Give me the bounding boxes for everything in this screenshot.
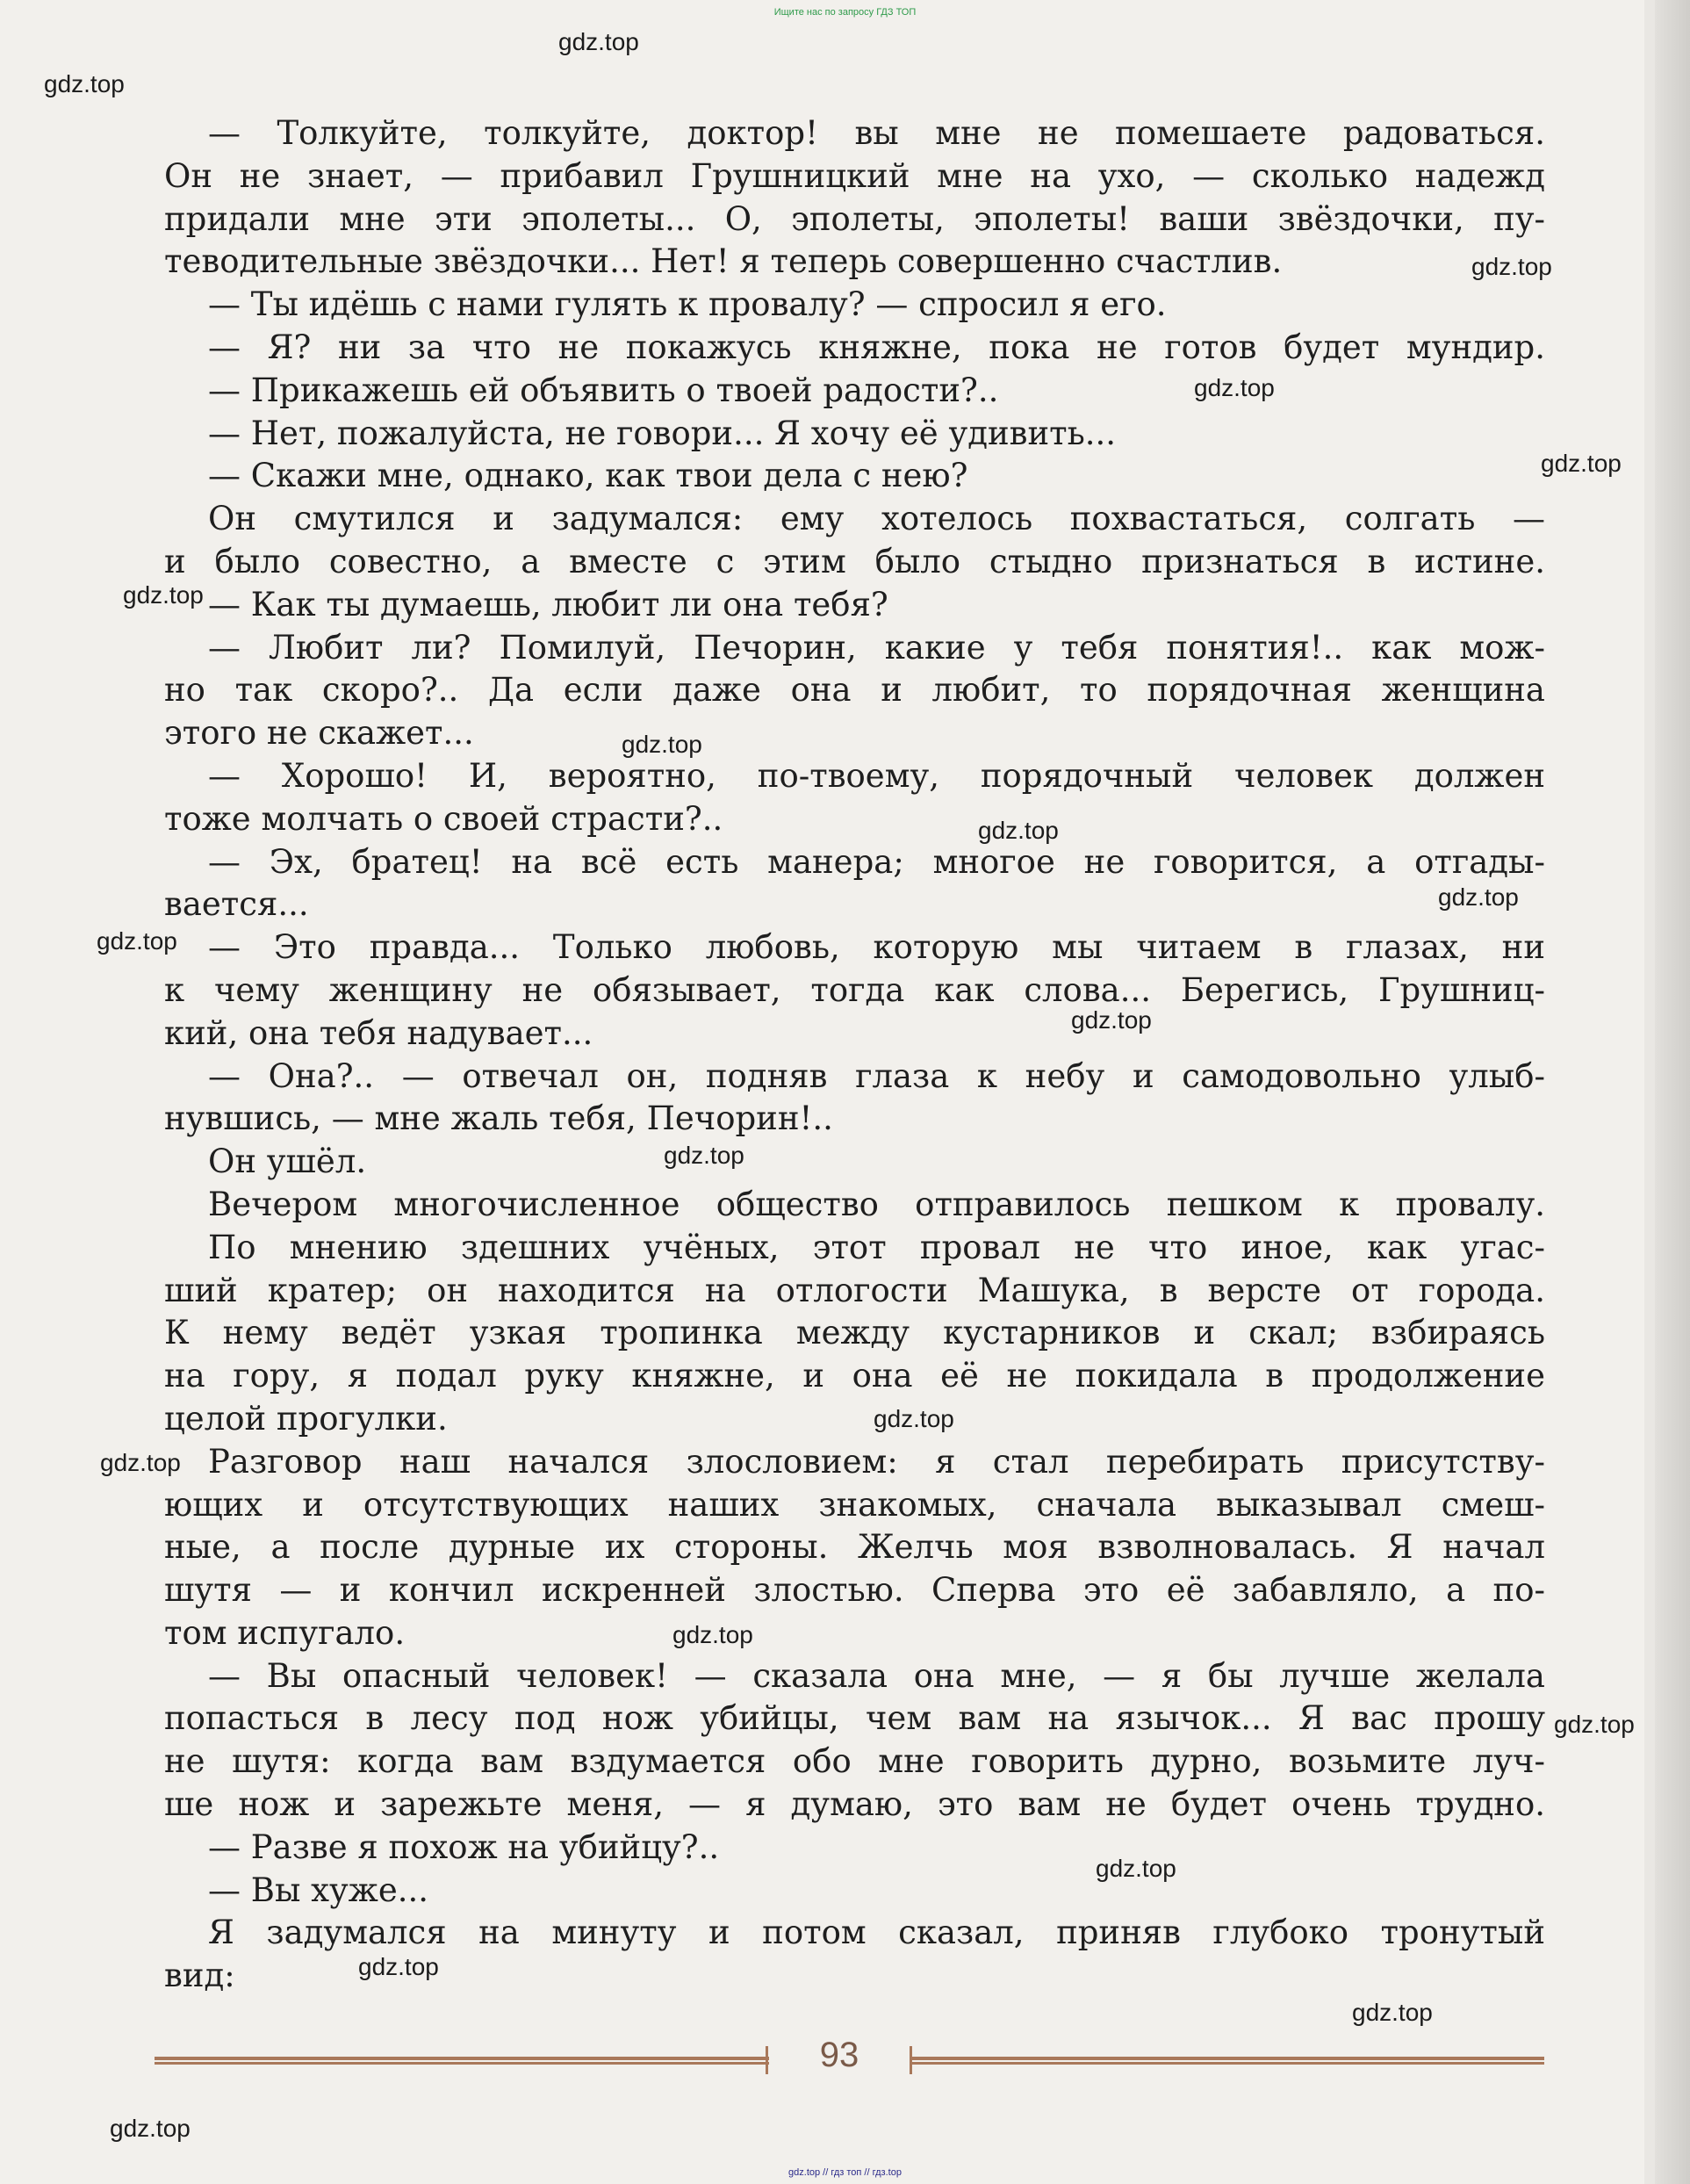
- watermark: gdz.top: [1071, 1006, 1152, 1034]
- text-line: — Любит ли? Помилуй, Печорин, какие у тебя понятия!.. как мож-: [208, 628, 1545, 667]
- watermark: gdz.top: [44, 70, 125, 97]
- text-line: не шутя: когда вам вздумается обо мне говорить дурно, возьмите луч-: [164, 1742, 1545, 1781]
- text-line: — Ты идёшь с нами гулять к провалу? — спросил я его.: [208, 285, 1167, 324]
- text-line: К нему ведёт узкая тропинка между кустарников и скал; взбираясь: [164, 1314, 1545, 1352]
- text-line: вается...: [164, 885, 309, 924]
- watermark: gdz.top: [622, 731, 702, 758]
- watermark: gdz.top: [874, 1405, 954, 1432]
- text-line: на гору, я подал руку княжне, и она её не покидала в продолжение: [164, 1357, 1545, 1395]
- text-line: Он ушёл.: [208, 1142, 367, 1181]
- watermark: gdz.top: [1194, 374, 1275, 401]
- text-line: — Скажи мне, однако, как твои дела с нею?: [208, 457, 968, 495]
- text-line: теводительные звёздочки... Нет! я теперь совершенно счастлив.: [164, 242, 1283, 281]
- text-line: — Хорошо! И, вероятно, по-твоему, порядочный человек должен: [208, 756, 1545, 795]
- text-line: — Вы хуже...: [208, 1870, 429, 1909]
- text-line: Я задумался на минуту и потом сказал, приняв глубоко тронутый: [208, 1914, 1545, 1952]
- watermark: gdz.top: [978, 817, 1059, 844]
- watermark: gdz.top: [97, 927, 177, 955]
- text-line: этого не скажет...: [164, 714, 474, 753]
- top-promo-link[interactable]: Ищите нас по запросу ГДЗ ТОП: [773, 7, 917, 18]
- watermark: gdz.top: [1471, 253, 1552, 280]
- text-line: к чему женщину не обязывает, тогда как слова... Берегись, Грушниц-: [164, 970, 1545, 1009]
- page-edge-shadow: [1655, 0, 1690, 2184]
- text-line: — Прикажешь ей объявить о твоей радости?..: [208, 371, 999, 409]
- text-line: — Она?.. — отвечал он, подняв глаза к небу и самодовольно улыб-: [208, 1056, 1545, 1095]
- text-line: По мнению здешних учёных, этот провал не что иное, как угас-: [208, 1228, 1545, 1266]
- text-line: — Как ты думаешь, любит ли она тебя?: [208, 585, 888, 623]
- watermark: gdz.top: [1438, 883, 1519, 911]
- footer-rule-left: [155, 2057, 769, 2065]
- text-line: целой прогулки.: [164, 1399, 448, 1438]
- page-edge: [1644, 0, 1655, 2184]
- text-line: кий, она тебя надувает...: [164, 1013, 593, 1052]
- watermark: gdz.top: [1554, 1711, 1635, 1738]
- watermark: gdz.top: [1096, 1855, 1176, 1882]
- text-line: вид:: [164, 1957, 235, 1995]
- bottom-links[interactable]: gdz.top // гдз топ // гдз.top: [788, 2167, 902, 2178]
- text-line: ющих и отсутствующих наших знакомых, сначала выказывал смеш-: [164, 1485, 1545, 1524]
- text-line: шутя — и кончил искренней злостью. Сперва это её забавляло, а по-: [164, 1571, 1545, 1610]
- text-line: — Нет, пожалуйста, не говори... Я хочу её удивить...: [208, 414, 1117, 452]
- text-line: — Эх, братец! на всё есть манера; многое не говорится, а отгады-: [208, 842, 1545, 881]
- text-line: том испугало.: [164, 1613, 406, 1652]
- watermark: gdz.top: [1352, 1999, 1433, 2026]
- watermark: gdz.top: [1541, 450, 1622, 477]
- text-line: — Разве я похож на убийцу?..: [208, 1827, 720, 1866]
- watermark: gdz.top: [123, 581, 204, 609]
- text-line: — Толкуйте, толкуйте, доктор! вы мне не помешаете радоваться.: [208, 114, 1545, 152]
- page-number: 93: [819, 2036, 859, 2074]
- text-line: тоже молчать о своей страсти?..: [164, 799, 723, 838]
- text-line: — Вы опасный человек! — сказала она мне, — я бы лучше желала: [208, 1656, 1545, 1695]
- text-line: Разговор наш начался злословием: я стал перебирать присутству-: [208, 1442, 1545, 1481]
- text-line: и было совестно, а вместе с этим было стыдно признаться в истине.: [164, 542, 1545, 580]
- text-line: Вечером многочисленное общество отправилось пешком к провалу.: [208, 1185, 1545, 1223]
- watermark: gdz.top: [672, 1621, 753, 1648]
- text-line: Он не знает, — прибавил Грушницкий мне на ухо, — сколько надежд: [164, 156, 1545, 195]
- text-line: Он смутился и задумался: ему хотелось похвастаться, солгать —: [208, 500, 1545, 538]
- watermark: gdz.top: [110, 2115, 191, 2142]
- text-line: ше нож и зарежьте меня, — я думаю, это вам не будет очень трудно.: [164, 1785, 1545, 1824]
- text-line: придали мне эти эполеты... О, эполеты, эполеты! ваши звёздочки, пу-: [164, 199, 1545, 238]
- text-line: но так скоро?.. Да если даже она и любит, то порядочная женщина: [164, 671, 1545, 710]
- book-text: [164, 112, 1545, 1998]
- watermark: gdz.top: [100, 1449, 181, 1476]
- text-line: ные, а после дурные их стороны. Желчь моя взволновалась. Я начал: [164, 1528, 1545, 1567]
- footer-rule-right: [910, 2057, 1544, 2065]
- watermark: gdz.top: [358, 1953, 439, 1980]
- text-line: попасться в лесу под нож убийцы, чем вам на язычок... Я вас прошу: [164, 1699, 1545, 1738]
- watermark: gdz.top: [664, 1142, 744, 1169]
- text-line: ший кратер; он находится на отлогости Машука, в версте от города.: [164, 1271, 1545, 1309]
- text-line: нувшись, — мне жаль тебя, Печорин!..: [164, 1099, 833, 1138]
- text-line: — Это правда... Только любовь, которую мы читаем в глазах, ни: [208, 928, 1545, 967]
- watermark: gdz.top: [558, 28, 639, 55]
- footer-rule-tick: [766, 2046, 768, 2074]
- text-line: — Я? ни за что не покажусь княжне, пока не готов будет мундир.: [208, 328, 1545, 366]
